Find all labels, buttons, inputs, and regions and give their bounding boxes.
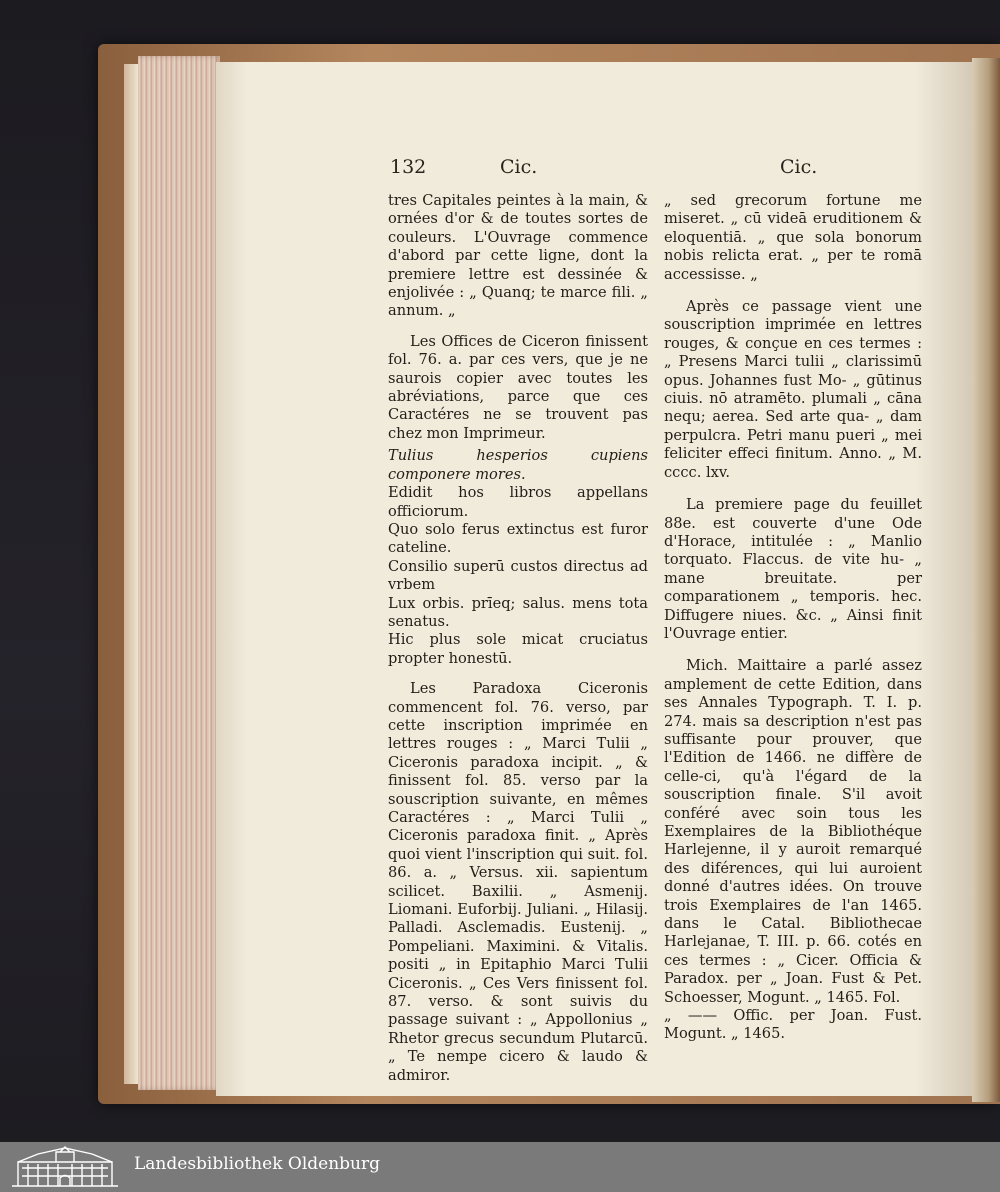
paragraph: Les Paradoxa Ciceronis commencent fol. 76. verso, par cette inscription imprimée en lettres rouges : „ Marci Tulii „ Ciceronis paradoxa incipit. „ & finissent fol. 85. verso par la souscription suivante, en mêmes Caractéres : „ Marci Tulii „ Ciceronis paradoxa finit. „ Après quoi vient l'inscription qui suit. fol. 86. a. „ Versus. xii. sapientum scilicet. Baxilii. „ Asmenij. Liomani. Euforbij. Juliani. „ Hilasij. Palladi. Asclemadis. Eustenij. „ Pompeliani. Maximini. & Vitalis. positi „ in Epitaphio Marci Tulii Ciceronis. „ Ces Vers finissent fol. 87. verso. & sont suivis du passage suivant : „ Appollonius „ Rhetor grecus secundum Plutarcū. „ Te nempe cicero & laudo & admiror.	[388, 680, 648, 1084]
right-column	[664, 192, 922, 1044]
book-page	[216, 62, 976, 1096]
page-edges	[138, 56, 220, 1090]
paragraph: Les Offices de Ciceron finissent fol. 76. a. par ces vers, que je ne saurois copier avec toutes les abréviations, parce que ces Caractéres ne se trouvent pas chez mon Imprimeur.	[388, 332, 648, 442]
library-building-icon	[8, 1146, 122, 1188]
library-name: Landesbibliothek Oldenburg	[134, 1154, 381, 1174]
verse-line: Hic plus sole micat cruciatus propter honestū.	[388, 631, 648, 667]
paragraph: La premiere page du feuillet 88e. est couverte d'une Ode d'Horace, intitulée : „ Manlio torquato. Flaccus. de vite hu- „ mane breuitate. per comparationem „ temporis. hec. Diffugere niues. &c. „ Ainsi finit l'Ouvrage entier.	[664, 496, 922, 642]
paragraph: tres Capitales peintes à la main, & ornées d'or & de toutes sortes de couleurs. L'Ouvrage commence d'abord par cette ligne, dont la premiere lettre est dessinée & enjolivée : „ Quanq; te marce fili. „ annum. „	[388, 192, 648, 320]
paragraph: „ —— Offic. per Joan. Fust. Mogunt. „ 1465.	[664, 1007, 922, 1043]
verse-line: Consilio superū custos directus ad vrbem	[388, 557, 648, 594]
left-column	[388, 192, 648, 1085]
page-number: 132	[390, 156, 427, 178]
left-running-header: Cic.	[500, 156, 538, 178]
page-stack-edge	[972, 58, 1000, 1102]
verse-line: Lux orbis. prīeq; salus. mens tota senatus.	[388, 594, 648, 630]
footer-bar	[0, 1142, 1000, 1192]
paragraph: Mich. Maittaire a parlé assez amplement de cette Edition, dans ses Annales Typograph. T. I. p. 274. mais sa description n'est pas suffisante pour prouver, que l'Edition de 1466. ne diffère de celle-ci, qu'à l'égard de la souscription finale. S'il avoit conféré avec soin tous les Exemplaires de la Bibliothéque Harlejenne, il y auroit remarqué des diférences, qui lui auroient donné d'autres idées. On trouve trois Exemplaires de l'an 1465. dans le Catal. Bibliothecae Harlejanae, T. III. p. 66. cotés en ces termes : „ Cicer. Officia & Paradox. per „ Joan. Fust & Pet. Schoesser, Mogunt. „ 1465. Fol.	[664, 657, 922, 1006]
verse-line: Tulius hesperios cupiens componere mores.	[388, 447, 648, 483]
paragraph: Après ce passage vient une souscription imprimée en lettres rouges, & conçue en ces termes : „ Presens Marci tulii „ clarissimū opus. Johannes fust Mo- „ gūtinus ciuis. nō atramēto. plumali „ cāna nequ; aerea. Sed arte qua- „ dam perpulcra. Petri manu pueri „ mei feliciter effeci finitum. Anno. „ M. cccc. lxv.	[664, 298, 922, 481]
paragraph: „ sed grecorum fortune me miseret. „ cū videā eruditionem & eloquentiā. „ que sola bonorum nobis relicta erat. „ per te romā accessisse. „	[664, 192, 922, 283]
verse-line: Quo solo ferus extinctus est furor cateline.	[388, 520, 648, 557]
verse-line: Edidit hos libros appellans officiorum.	[388, 484, 648, 520]
right-running-header: Cic.	[780, 156, 818, 178]
